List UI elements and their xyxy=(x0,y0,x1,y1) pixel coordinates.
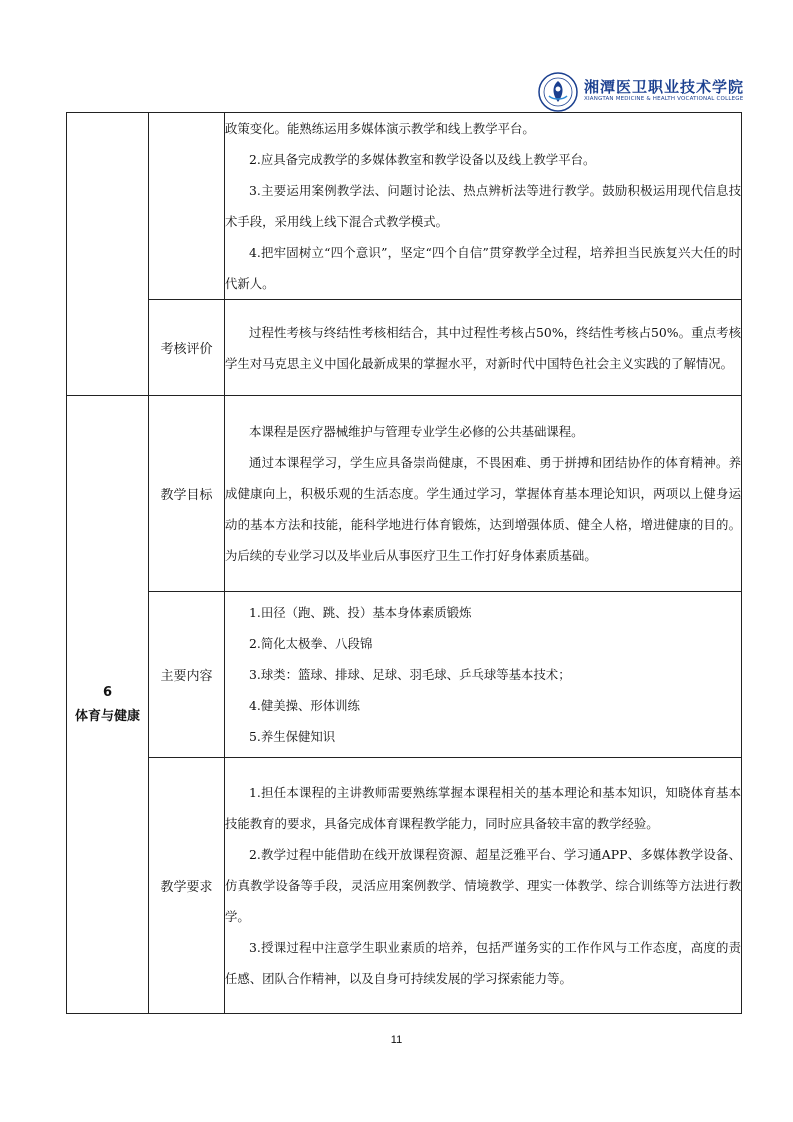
paragraph: 通过本课程学习，学生应具备崇尚健康，不畏困难、勇于拼搏和团结协作的体育精神。养成健康向上，积极乐观的生活态度。学生通过学习，掌握体育基本理论知识，两项以上健身运动的基本方法和技能，能科学地进行体育锻炼，达到增强体质、健全人格，增进健康的目的。为后续的专业学习以及毕业后从事医疗卫生工作打好身体素质基础。 xyxy=(225,455,741,563)
assessment-content xyxy=(225,300,742,396)
paragraph: 3.授课过程中注意学生职业素质的培养，包括严谨务实的工作作风与工作态度，高度的责任感、团队合作精神，以及自身可持续发展的学习探索能力等。 xyxy=(225,940,741,986)
paragraph: 本课程是医疗器械维护与管理专业学生必修的公共基础课程。 xyxy=(249,424,584,439)
requirements-content xyxy=(225,758,742,1014)
paragraph: 过程性考核与终结性考核相结合，其中过程性考核占50%，终结性考核占50%。重点考核学生对马克思主义中国化最新成果的掌握水平，对新时代中国特色社会主义实践的了解情况。 xyxy=(225,324,741,371)
main-content-list xyxy=(225,592,742,758)
list-item: 3.球类：篮球、排球、足球、羽毛球、乒乓球等基本技术； xyxy=(249,667,571,682)
table-row xyxy=(67,396,742,592)
college-name-en: XIANGTAN MEDICINE & HEALTH VOCATIONAL COLLEGE xyxy=(584,96,744,102)
paragraph: 4.把牢固树立“四个意识”，坚定“四个自信”贯穿教学全过程，培养担当民族复兴大任的时代新人。 xyxy=(225,245,741,291)
paragraph: 2.教学过程中能借助在线开放课程资源、超星泛雅平台、学习通APP、多媒体教学设备、仿真教学设备等手段，灵活应用案例教学、情境教学、理实一体教学、综合训练等方法进行教学。 xyxy=(225,847,741,924)
goals-content xyxy=(225,396,742,592)
course-name: 体育与健康 xyxy=(74,708,140,724)
college-seal-icon xyxy=(538,72,578,112)
label-content: 主要内容 xyxy=(149,592,225,758)
course-name-cell xyxy=(67,396,149,1014)
college-logo xyxy=(538,72,768,112)
list-item: 5.养生保健知识 xyxy=(249,729,336,744)
table-row xyxy=(67,300,742,396)
curriculum-table xyxy=(66,112,742,1014)
label-requirements: 教学要求 xyxy=(149,758,225,1014)
requirements-continued xyxy=(225,113,742,300)
paragraph: 政策变化。能熟练运用多媒体演示教学和线上教学平台。 xyxy=(225,121,535,136)
paragraph: 2.应具备完成教学的多媒体教室和教学设备以及线上教学平台。 xyxy=(249,152,596,167)
page-number: 11 xyxy=(390,1034,403,1046)
course-number: 6 xyxy=(102,684,113,700)
course-cell-continued xyxy=(67,113,149,396)
paragraph: 1.担任本课程的主讲教师需要熟练掌握本课程相关的基本理论和基本知识，知晓体育基本技能教育的要求，具备完成体育课程教学能力，同时应具备较丰富的教学经验。 xyxy=(225,785,741,831)
table-row xyxy=(67,592,742,758)
label-goals: 教学目标 xyxy=(149,396,225,592)
list-item: 4.健美操、形体训练 xyxy=(249,698,360,713)
college-name-cn: 湘潭医卫职业技术学院 xyxy=(584,78,745,96)
label-assessment: 考核评价 xyxy=(149,300,225,396)
table-row xyxy=(67,113,742,300)
paragraph: 3.主要运用案例教学法、问题讨论法、热点辨析法等进行教学。鼓励积极运用现代信息技术手段，采用线上线下混合式教学模式。 xyxy=(225,183,741,229)
table-row xyxy=(67,758,742,1014)
list-item: 1.田径（跑、跳、投）基本身体素质锻炼 xyxy=(249,605,472,620)
list-item: 2.简化太极拳、八段锦 xyxy=(249,636,373,651)
label-cell-empty xyxy=(149,113,225,300)
